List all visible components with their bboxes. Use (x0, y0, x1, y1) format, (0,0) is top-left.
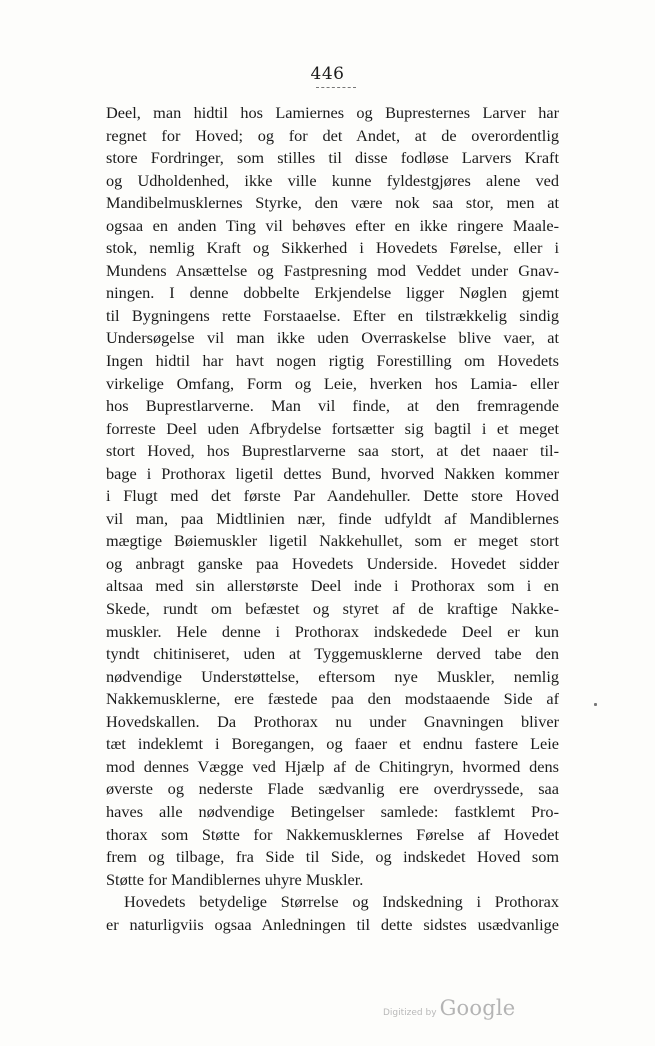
page-number-rule (316, 87, 356, 88)
text-line: store Fordringer, som stilles til disse fodløse Larvers Kraft (106, 148, 559, 168)
text-line: ningen. I denne dobbelte Erkjendelse ligger Nøglen gjemt (106, 283, 559, 303)
text-line: Mundens Ansættelse og Fastpresning mod Veddet under Gnav- (106, 260, 559, 280)
text-line: og Udholdenhed, ikke ville kunne fyldestgjøres alene ved (106, 170, 559, 190)
body-text (106, 102, 559, 936)
text-line: thorax som Støtte for Nakkemusklernes Førelse af Hovedet (106, 824, 559, 844)
text-line: til Bygningens rette Forstaaelse. Efter en tilstrækkelig sindig (106, 305, 559, 325)
text-line: hos Buprestlarverne. Man vil finde, at den fremragende (106, 396, 559, 416)
text-line: er naturligviis ogsaa Anledningen til dette sidstes usædvanlige (106, 914, 559, 934)
text-line: og anbragt ganske paa Hovedets Underside. Hovedet sidder (106, 553, 559, 573)
text-line: Mandibelmusklernes Styrke, den være nok saa stor, men at (106, 193, 559, 213)
page-number: 446 (310, 64, 345, 84)
text-line: Deel, man hidtil hos Lamiernes og Bupresternes Larver har (106, 103, 559, 122)
text-line: mægtige Bøiemuskler ligetil Nakkehullet, som er meget stort (106, 531, 559, 551)
text-line: forreste Deel uden Afbrydelse fortsætter sig bagtil i et meget (106, 418, 559, 438)
text-line: i Flugt med det første Par Aandehuller. Dette store Hoved (106, 486, 559, 506)
text-line: virkelige Omfang, Form og Leie, hverken hos Lamia- eller (106, 373, 559, 393)
text-line-paragraph-end: Støtte for Mandiblernes uhyre Muskler. (106, 869, 364, 889)
text-line: ogsaa en anden Ting vil behøves efter en ikke ringere Maale- (106, 215, 559, 235)
text-line: frem og tilbage, fra Side til Side, og indskedet Hoved som (106, 847, 559, 867)
text-line: Hovedskallen. Da Prothorax nu under Gnavningen bliver (106, 711, 559, 731)
text-line: Undersøgelse vil man ikke uden Overraskelse blive vaer, at (106, 328, 559, 348)
text-line: tyndt chitiniseret, uden at Tyggemusklerne derved tabe den (106, 644, 559, 664)
watermark-prefix: Digitized by (383, 1008, 437, 1018)
text-line: nødvendige Understøttelse, eftersom nye Muskler, nemlig (106, 666, 559, 686)
text-line: vil man, paa Midtlinien nær, finde udfyldt af Mandiblernes (106, 508, 559, 528)
text-line: bage i Prothorax ligetil dettes Bund, hvorved Nakken kommer (106, 463, 559, 483)
margin-mark (594, 703, 597, 706)
text-line: regnet for Hoved; og for det Andet, at de overordentlig (106, 125, 559, 145)
text-line: stort Hoved, hos Buprestlarverne saa stort, at det naaer til- (106, 441, 559, 461)
text-line: altsaa med sin allerstørste Deel inde i Prothorax som i en (106, 576, 559, 596)
text-line: Nakkemusklerne, ere fæstede paa den modstaaende Side af (106, 689, 559, 709)
text-line: haves alle nødvendige Betingelser samlede: fastklemt Pro- (106, 801, 559, 821)
text-line: tæt indeklemt i Boregangen, og faaer et endnu fastere Leie (106, 734, 559, 754)
text-line: Skede, rundt om befæstet og styret af de kraftige Nakke- (106, 599, 559, 619)
text-line: muskler. Hele denne i Prothorax indskedede Deel er kun (106, 621, 559, 641)
text-line: mod dennes Vægge ved Hjælp af de Chitingryn, hvormed dens (106, 756, 559, 776)
google-logo: Google (439, 996, 516, 1020)
digitization-watermark (383, 996, 515, 1020)
text-line: Ingen hidtil har havt nogen rigtig Forestilling om Hovedets (106, 351, 559, 371)
text-line-paragraph-start: Hovedets betydelige Størrelse og Indskedning i Prothorax (124, 892, 559, 912)
text-line: stok, nemlig Kraft og Sikkerhed i Hovedets Førelse, eller i (106, 238, 559, 258)
text-line: øverste og nederste Flade sædvanlig ere overdryssede, saa (106, 779, 559, 799)
